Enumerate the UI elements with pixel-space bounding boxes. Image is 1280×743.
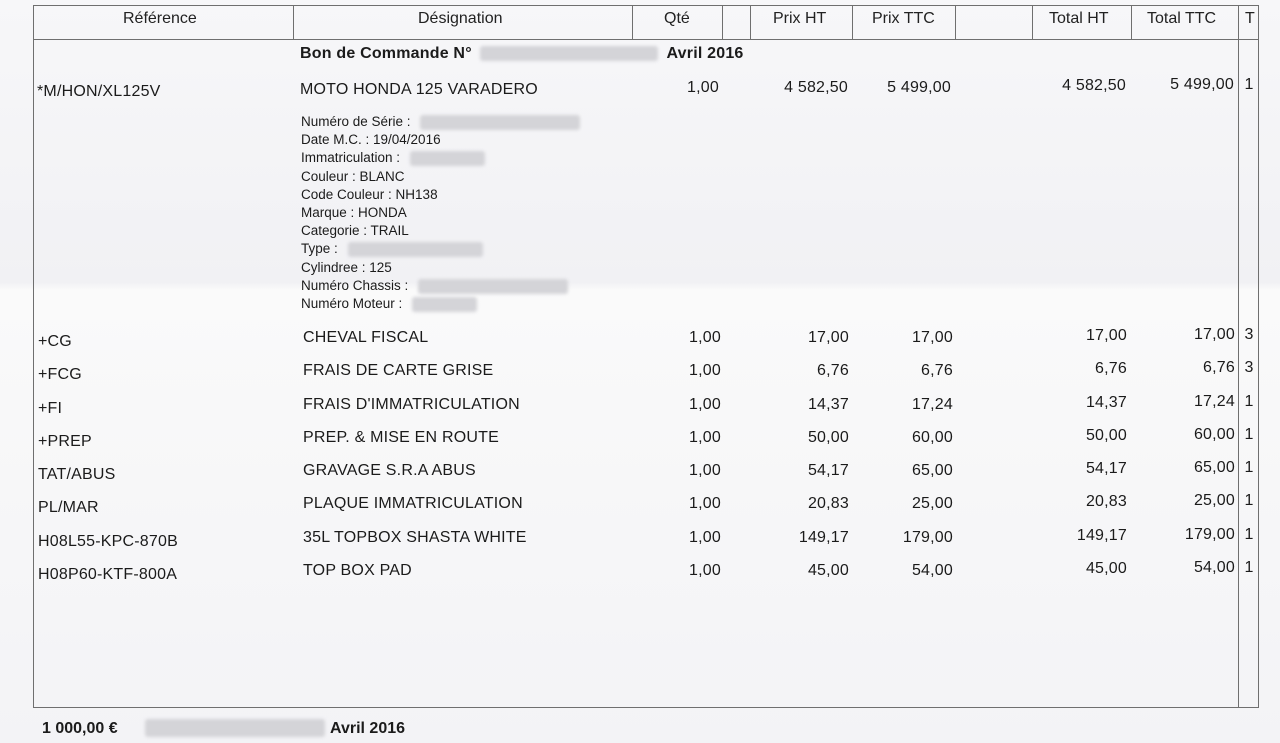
row-reference: +FCG bbox=[38, 366, 82, 383]
row-reference: H08L55-KPC-870B bbox=[38, 533, 178, 550]
detail-line: Marque : HONDA bbox=[301, 205, 407, 220]
detail-line: Immatriculation : bbox=[301, 150, 485, 166]
row-t: 1 bbox=[1244, 76, 1254, 93]
row-reference: PL/MAR bbox=[38, 499, 99, 516]
row-designation: PLAQUE IMMATRICULATION bbox=[303, 495, 523, 512]
row-designation: GRAVAGE S.R.A ABUS bbox=[303, 462, 476, 479]
row-qte: 1,00 bbox=[687, 79, 719, 96]
footer-amount: 1 000,00 € bbox=[42, 720, 118, 737]
header-reference: Référence bbox=[123, 10, 197, 27]
row-designation: FRAIS D'IMMATRICULATION bbox=[303, 396, 520, 413]
col-sep bbox=[632, 5, 633, 39]
col-sep bbox=[722, 5, 723, 39]
row-total-ttc: 60,00 bbox=[1193, 426, 1235, 443]
row-t: 1 bbox=[1244, 526, 1254, 543]
row-designation: FRAIS DE CARTE GRISE bbox=[303, 362, 494, 379]
header-t: T bbox=[1245, 10, 1255, 27]
row-reference: H08P60-KTF-800A bbox=[38, 566, 178, 583]
row-prix-ttc: 65,00 bbox=[911, 462, 953, 479]
col-sep bbox=[750, 5, 751, 39]
table-frame bbox=[33, 5, 1259, 708]
row-total-ht: 14,37 bbox=[1085, 394, 1127, 411]
row-total-ttc: 6,76 bbox=[1203, 359, 1235, 376]
row-prix-ht: 6,76 bbox=[817, 362, 849, 379]
row-reference: +FI bbox=[38, 400, 63, 417]
row-total-ttc: 17,24 bbox=[1193, 393, 1235, 410]
redacted-value bbox=[410, 151, 485, 166]
row-qte: 1,00 bbox=[689, 429, 721, 446]
header-total-ttc: Total TTC bbox=[1147, 10, 1217, 27]
row-total-ttc: 179,00 bbox=[1184, 526, 1235, 543]
col-sep bbox=[1032, 5, 1033, 39]
row-designation: MOTO HONDA 125 VARADERO bbox=[300, 81, 538, 98]
header-prix-ttc: Prix TTC bbox=[872, 10, 935, 27]
row-t: 3 bbox=[1244, 359, 1254, 376]
header-prix-ht: Prix HT bbox=[773, 10, 827, 27]
row-total-ttc: 5 499,00 bbox=[1170, 76, 1234, 93]
row-qte: 1,00 bbox=[689, 495, 721, 512]
row-prix-ht: 50,00 bbox=[807, 429, 849, 446]
row-prix-ht: 54,17 bbox=[807, 462, 849, 479]
row-total-ht: 4 582,50 bbox=[1062, 77, 1126, 94]
row-t: 1 bbox=[1244, 492, 1254, 509]
row-prix-ttc: 25,00 bbox=[911, 495, 953, 512]
row-prix-ttc: 17,24 bbox=[911, 396, 953, 413]
header-designation: Désignation bbox=[418, 10, 503, 27]
row-total-ttc: 54,00 bbox=[1193, 559, 1235, 576]
row-prix-ttc: 5 499,00 bbox=[887, 79, 951, 96]
row-prix-ht: 20,83 bbox=[807, 495, 849, 512]
row-t: 1 bbox=[1244, 426, 1254, 443]
header-qte: Qté bbox=[664, 10, 690, 27]
header-total-ht: Total HT bbox=[1049, 10, 1109, 27]
detail-line: Cylindree : 125 bbox=[301, 260, 392, 275]
row-t: 1 bbox=[1244, 559, 1254, 576]
row-designation: 35L TOPBOX SHASTA WHITE bbox=[303, 529, 527, 546]
header-divider bbox=[33, 39, 1259, 40]
row-prix-ttc: 179,00 bbox=[902, 529, 953, 546]
detail-line: Code Couleur : NH138 bbox=[301, 187, 438, 202]
row-prix-ht: 17,00 bbox=[807, 329, 849, 346]
redacted-value bbox=[412, 297, 477, 312]
detail-line: Numéro de Série : bbox=[301, 114, 580, 130]
row-designation: PREP. & MISE EN ROUTE bbox=[303, 429, 499, 446]
detail-line: Couleur : BLANC bbox=[301, 169, 405, 184]
row-qte: 1,00 bbox=[689, 529, 721, 546]
row-prix-ttc: 60,00 bbox=[911, 429, 953, 446]
row-total-ht: 20,83 bbox=[1085, 493, 1127, 510]
row-prix-ttc: 17,00 bbox=[911, 329, 953, 346]
row-designation: CHEVAL FISCAL bbox=[303, 329, 429, 346]
order-date: Avril 2016 bbox=[666, 45, 744, 62]
order-title-line bbox=[300, 45, 744, 63]
row-reference: +PREP bbox=[38, 433, 92, 450]
col-sep bbox=[293, 5, 294, 39]
detail-line: Numéro Chassis : bbox=[301, 278, 568, 294]
row-total-ttc: 17,00 bbox=[1193, 326, 1235, 343]
row-reference: *M/HON/XL125V bbox=[37, 83, 161, 100]
row-t: 1 bbox=[1244, 393, 1254, 410]
redacted-value bbox=[418, 279, 568, 294]
row-qte: 1,00 bbox=[689, 362, 721, 379]
redacted-footer bbox=[145, 719, 325, 737]
row-prix-ht: 45,00 bbox=[807, 562, 849, 579]
col-sep-t bbox=[1238, 5, 1239, 708]
row-designation: TOP BOX PAD bbox=[303, 562, 412, 579]
row-qte: 1,00 bbox=[689, 396, 721, 413]
redacted-value bbox=[348, 242, 483, 257]
order-title: Bon de Commande N° bbox=[300, 45, 472, 62]
row-prix-ttc: 54,00 bbox=[911, 562, 953, 579]
row-total-ht: 17,00 bbox=[1085, 327, 1127, 344]
footer-date: Avril 2016 bbox=[330, 720, 406, 737]
row-prix-ht: 149,17 bbox=[798, 529, 849, 546]
detail-line: Categorie : TRAIL bbox=[301, 223, 409, 238]
row-t: 3 bbox=[1244, 326, 1254, 343]
row-total-ttc: 25,00 bbox=[1193, 492, 1235, 509]
detail-line: Type : bbox=[301, 241, 483, 257]
row-qte: 1,00 bbox=[689, 562, 721, 579]
row-qte: 1,00 bbox=[689, 462, 721, 479]
row-prix-ttc: 6,76 bbox=[921, 362, 953, 379]
row-reference: TAT/ABUS bbox=[38, 466, 116, 483]
col-sep bbox=[852, 5, 853, 39]
redacted-value bbox=[420, 115, 580, 130]
row-t: 1 bbox=[1244, 459, 1254, 476]
col-sep bbox=[1131, 5, 1132, 39]
row-total-ttc: 65,00 bbox=[1193, 459, 1235, 476]
row-prix-ht: 4 582,50 bbox=[784, 79, 848, 96]
row-prix-ht: 14,37 bbox=[807, 396, 849, 413]
row-total-ht: 45,00 bbox=[1085, 560, 1127, 577]
detail-line: Date M.C. : 19/04/2016 bbox=[301, 132, 441, 147]
redacted-order-number bbox=[480, 46, 658, 61]
row-total-ht: 54,17 bbox=[1085, 460, 1127, 477]
row-qte: 1,00 bbox=[689, 329, 721, 346]
row-total-ht: 50,00 bbox=[1085, 427, 1127, 444]
row-total-ht: 149,17 bbox=[1076, 527, 1127, 544]
row-reference: +CG bbox=[38, 333, 72, 350]
row-total-ht: 6,76 bbox=[1095, 360, 1127, 377]
detail-line: Numéro Moteur : bbox=[301, 296, 477, 312]
col-sep bbox=[955, 5, 956, 39]
